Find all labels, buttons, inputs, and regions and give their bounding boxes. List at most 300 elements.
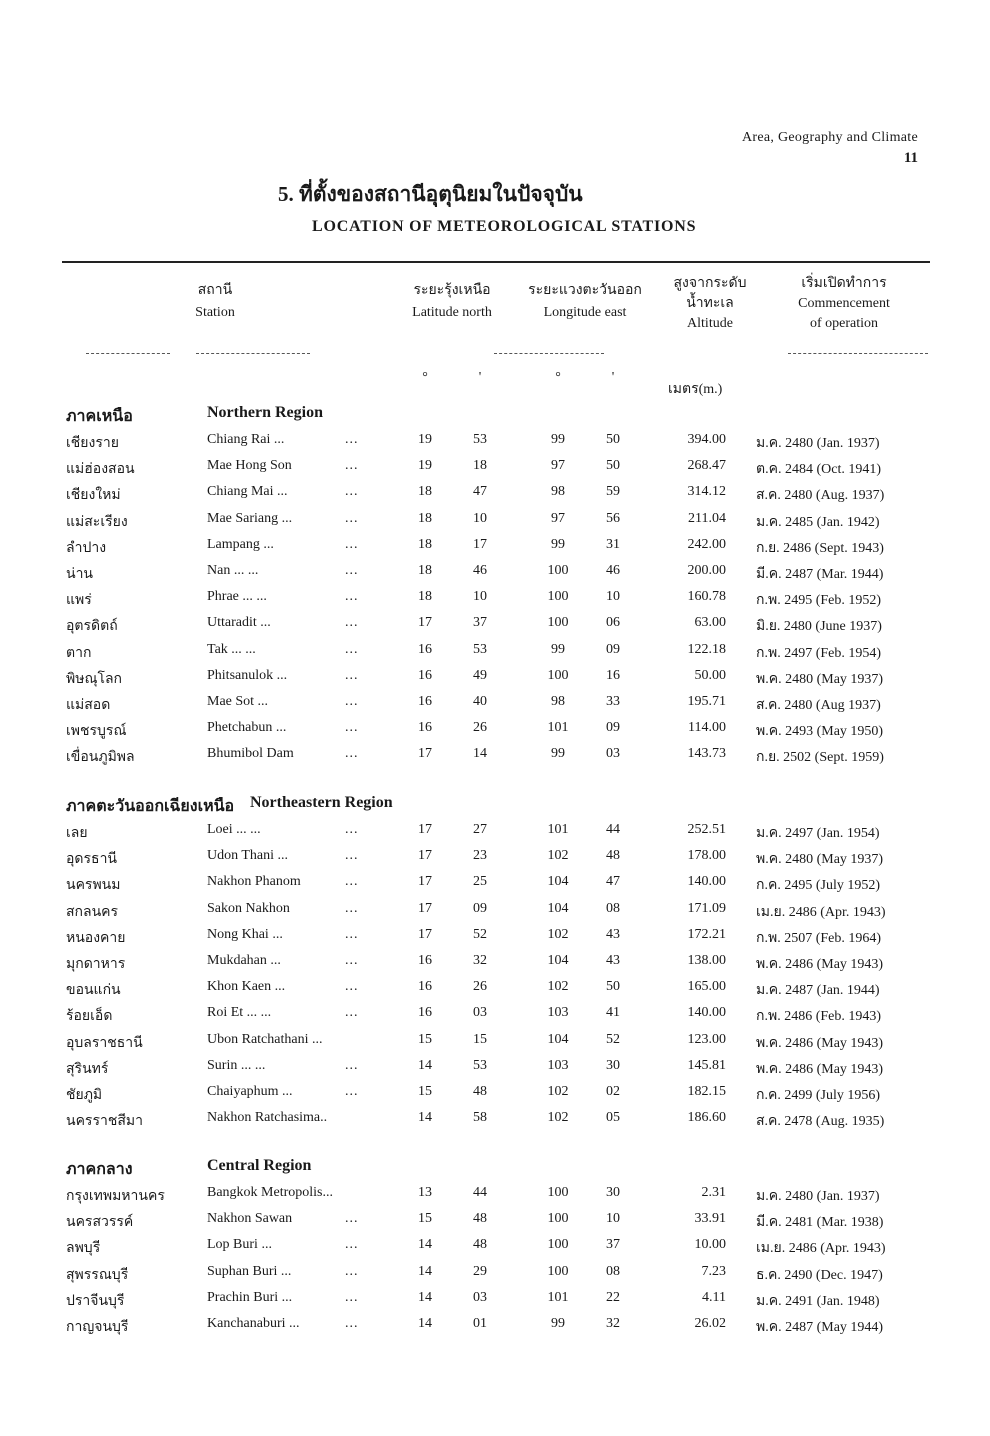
latitude-degrees: 14 bbox=[418, 1057, 432, 1073]
table-row bbox=[0, 611, 990, 637]
station-name-english: Udon Thani ... bbox=[207, 848, 289, 864]
longitude-degrees: 104 bbox=[547, 1031, 569, 1047]
leader-dots: ... bbox=[345, 720, 359, 736]
table-row bbox=[0, 585, 990, 611]
longitude-minutes: 44 bbox=[606, 822, 620, 837]
commencement-date: ม.ค. 2497 (Jan. 1954) bbox=[756, 826, 880, 841]
latitude-minutes: 10 bbox=[473, 589, 487, 605]
latitude-degrees: 16 bbox=[418, 641, 432, 657]
latitude-degrees: 14 bbox=[418, 1110, 432, 1126]
header-commencement-thai: เริ่มเปิดทำการ bbox=[801, 276, 887, 291]
region-name-thai: ภาคกลาง bbox=[66, 1161, 133, 1178]
header-dash-rule bbox=[788, 353, 928, 354]
commencement-date: พ.ค. 2480 (May 1937) bbox=[756, 671, 884, 687]
running-head: Area, Geography and Climate bbox=[741, 130, 918, 145]
longitude-minutes: 06 bbox=[606, 615, 620, 631]
longitude-minutes: 30 bbox=[606, 1057, 620, 1073]
commencement-date: ต.ค. 2484 (Oct. 1941) bbox=[756, 462, 881, 478]
leader-dots: ... bbox=[345, 848, 359, 864]
leader-dots: ... bbox=[345, 667, 359, 683]
leader-dots: ... bbox=[345, 641, 359, 657]
latitude-minutes: 15 bbox=[473, 1031, 487, 1047]
longitude-minutes: 10 bbox=[606, 589, 620, 605]
leader-dots: ... bbox=[345, 589, 359, 605]
table-row bbox=[0, 742, 990, 768]
station-name-english: Mae Sot ... bbox=[207, 694, 269, 709]
station-name-english: Chaiyaphum ... bbox=[207, 1084, 293, 1099]
leader-dots: ... bbox=[345, 1289, 359, 1305]
station-name-thai: สุรินทร์ bbox=[66, 1061, 109, 1077]
commencement-date: ม.ค. 2485 (Jan. 1942) bbox=[756, 514, 880, 530]
station-name-english: Uttaradit ... bbox=[207, 615, 271, 631]
station-name-english: Nong Khai ... bbox=[207, 926, 283, 942]
longitude-degrees: 101 bbox=[547, 1289, 569, 1305]
table-title-thai-text: ที่ตั้งของสถานีอุตุนิยมในปัจจุบัน bbox=[299, 182, 583, 206]
altitude-value: 143.73 bbox=[687, 746, 726, 762]
altitude-value: 33.91 bbox=[694, 1211, 726, 1227]
latitude-degrees: 17 bbox=[418, 900, 432, 916]
latitude-degrees: 16 bbox=[418, 953, 432, 968]
longitude-degrees: 102 bbox=[547, 848, 569, 864]
longitude-degrees: 100 bbox=[547, 563, 569, 578]
commencement-date: พ.ค. 2480 (May 1937) bbox=[756, 852, 884, 868]
header-dash-rule bbox=[196, 353, 310, 354]
latitude-minutes: 48 bbox=[473, 1211, 487, 1227]
station-name-english: Khon Kaen ... bbox=[207, 979, 286, 995]
station-name-english: Phetchabun ... bbox=[207, 720, 287, 736]
station-name-thai: สกลนคร bbox=[66, 904, 119, 920]
longitude-minutes: 32 bbox=[606, 1316, 620, 1331]
commencement-date: ธ.ค. 2490 (Dec. 1947) bbox=[756, 1267, 883, 1283]
longitude-minutes: 22 bbox=[606, 1289, 620, 1305]
station-name-thai: นครพนม bbox=[66, 878, 121, 894]
latitude-minutes: 53 bbox=[473, 432, 487, 447]
longitude-minutes: 16 bbox=[606, 667, 620, 683]
station-name-english: Lop Buri ... bbox=[207, 1237, 272, 1253]
table-title-thai bbox=[278, 178, 583, 211]
latitude-degrees: 18 bbox=[418, 589, 432, 605]
longitude-minutes: 03 bbox=[606, 746, 620, 762]
latitude-minutes: 47 bbox=[473, 484, 487, 500]
altitude-value: 63.00 bbox=[694, 615, 726, 631]
longitude-minutes: 41 bbox=[606, 1005, 620, 1021]
station-name-thai: ลพบุรี bbox=[66, 1241, 101, 1257]
commencement-date: ส.ค. 2478 (Aug. 1935) bbox=[756, 1114, 885, 1130]
header-latitude bbox=[390, 280, 514, 324]
latitude-degrees: 14 bbox=[418, 1263, 432, 1279]
table-row bbox=[0, 949, 990, 975]
station-name-english: Bangkok Metropolis... bbox=[207, 1185, 333, 1200]
altitude-value: 394.00 bbox=[687, 432, 726, 447]
latitude-degrees: 17 bbox=[418, 926, 432, 942]
table-row bbox=[0, 559, 990, 585]
table-title-english: LOCATION OF METEOROLOGICAL STATIONS bbox=[312, 218, 697, 235]
table-row bbox=[0, 1181, 990, 1207]
latitude-minutes: 52 bbox=[473, 926, 487, 942]
longitude-degrees: 99 bbox=[551, 432, 565, 447]
latitude-minutes: 29 bbox=[473, 1263, 487, 1279]
altitude-value: 182.15 bbox=[687, 1084, 726, 1099]
longitude-degrees: 101 bbox=[547, 822, 569, 837]
commencement-date: ก.พ. 2486 (Feb. 1943) bbox=[756, 1009, 882, 1025]
latitude-minutes: 46 bbox=[473, 563, 487, 578]
leader-dots: ... bbox=[345, 563, 359, 578]
leader-dots: ... bbox=[345, 510, 359, 526]
unit-longitude-minute: ' bbox=[611, 370, 615, 385]
leader-dots: ... bbox=[345, 900, 359, 916]
table-row bbox=[0, 690, 990, 716]
latitude-degrees: 16 bbox=[418, 979, 432, 995]
table-row bbox=[0, 1207, 990, 1233]
station-name-english: Bhumibol Dam bbox=[207, 746, 294, 762]
station-name-english: Surin ... ... bbox=[207, 1057, 266, 1073]
latitude-minutes: 44 bbox=[473, 1185, 487, 1200]
longitude-minutes: 43 bbox=[606, 926, 620, 942]
header-longitude bbox=[512, 280, 658, 324]
altitude-value: 140.00 bbox=[687, 874, 726, 890]
table-row bbox=[0, 1106, 990, 1132]
altitude-value: 252.51 bbox=[687, 822, 726, 837]
header-latitude-thai: ระยะรุ้งเหนือ bbox=[413, 283, 491, 298]
longitude-degrees: 98 bbox=[551, 484, 565, 500]
longitude-minutes: 52 bbox=[606, 1031, 620, 1047]
longitude-degrees: 103 bbox=[547, 1005, 569, 1021]
longitude-minutes: 08 bbox=[606, 1263, 620, 1279]
station-name-thai: เชียงใหม่ bbox=[66, 488, 121, 504]
table-row bbox=[0, 1312, 990, 1338]
station-name-thai: เลย bbox=[66, 826, 88, 841]
longitude-minutes: 50 bbox=[606, 458, 620, 474]
header-dash-rule bbox=[86, 353, 170, 354]
latitude-degrees: 18 bbox=[418, 510, 432, 526]
table-row bbox=[0, 1286, 990, 1312]
commencement-date: พ.ค. 2486 (May 1943) bbox=[756, 1035, 884, 1051]
commencement-date: ม.ค. 2491 (Jan. 1948) bbox=[756, 1293, 880, 1309]
station-name-thai: ขอนแก่น bbox=[66, 983, 121, 999]
leader-dots: ... bbox=[345, 694, 359, 709]
longitude-minutes: 50 bbox=[606, 979, 620, 995]
latitude-minutes: 23 bbox=[473, 848, 487, 864]
altitude-value: 10.00 bbox=[694, 1237, 726, 1253]
altitude-value: 140.00 bbox=[687, 1005, 726, 1021]
table-row bbox=[0, 507, 990, 533]
station-name-thai: หนองคาย bbox=[66, 930, 126, 946]
table-row bbox=[0, 533, 990, 559]
station-name-english: Phitsanulok ... bbox=[207, 667, 288, 683]
table-row bbox=[0, 923, 990, 949]
table-number: 5. bbox=[278, 182, 294, 206]
station-name-thai: แม่สอด bbox=[66, 698, 111, 713]
altitude-value: 7.23 bbox=[701, 1263, 726, 1279]
longitude-degrees: 103 bbox=[547, 1057, 569, 1073]
table-row bbox=[0, 428, 990, 454]
latitude-degrees: 15 bbox=[418, 1031, 432, 1047]
longitude-degrees: 98 bbox=[551, 694, 565, 709]
header-commencement bbox=[782, 274, 906, 334]
leader-dots: ... bbox=[345, 1005, 359, 1021]
commencement-date: ม.ค. 2480 (Jan. 1937) bbox=[756, 436, 880, 451]
leader-dots: ... bbox=[345, 1057, 359, 1073]
commencement-date: ม.ค. 2480 (Jan. 1937) bbox=[756, 1189, 880, 1204]
longitude-minutes: 46 bbox=[606, 563, 620, 578]
header-longitude-english: Longitude east bbox=[543, 305, 627, 320]
commencement-date: ก.พ. 2507 (Feb. 1964) bbox=[756, 930, 882, 946]
table-row bbox=[0, 844, 990, 870]
header-commencement-english-1: Commencement bbox=[798, 296, 890, 311]
longitude-degrees: 104 bbox=[547, 874, 569, 890]
latitude-degrees: 16 bbox=[418, 1005, 432, 1021]
table-row bbox=[0, 1001, 990, 1027]
commencement-date: มิ.ย. 2480 (June 1937) bbox=[756, 619, 882, 635]
latitude-degrees: 15 bbox=[418, 1211, 432, 1227]
commencement-date: ก.พ. 2495 (Feb. 1952) bbox=[756, 593, 882, 609]
longitude-degrees: 102 bbox=[547, 926, 569, 942]
station-name-english: Phrae ... ... bbox=[207, 589, 267, 605]
altitude-value: 314.12 bbox=[687, 484, 726, 500]
latitude-minutes: 26 bbox=[473, 720, 487, 736]
table-row bbox=[0, 818, 990, 844]
station-name-english: Nakhon Sawan bbox=[207, 1211, 293, 1227]
altitude-value: 186.60 bbox=[687, 1110, 726, 1126]
longitude-degrees: 97 bbox=[551, 510, 565, 526]
page-number: 11 bbox=[903, 150, 918, 166]
region-name-thai: ภาคตะวันออกเฉียงเหนือ bbox=[66, 798, 235, 815]
longitude-degrees: 100 bbox=[547, 589, 569, 605]
longitude-minutes: 09 bbox=[606, 720, 620, 736]
region-name-english: Northeastern Region bbox=[250, 794, 393, 811]
altitude-value: 2.31 bbox=[701, 1185, 726, 1200]
longitude-minutes: 59 bbox=[606, 484, 620, 500]
altitude-value: 172.21 bbox=[687, 926, 726, 942]
longitude-minutes: 50 bbox=[606, 432, 620, 447]
leader-dots: ... bbox=[345, 1084, 359, 1099]
longitude-minutes: 33 bbox=[606, 694, 620, 709]
station-name-english: Sakon Nakhon bbox=[207, 900, 290, 916]
region-name-english: Northern Region bbox=[207, 404, 323, 421]
station-name-thai: พิษณุโลก bbox=[66, 671, 123, 687]
station-name-thai: ตาก bbox=[66, 645, 92, 661]
commencement-date: เม.ย. 2486 (Apr. 1943) bbox=[756, 904, 886, 920]
latitude-degrees: 18 bbox=[418, 563, 432, 578]
table-row bbox=[0, 716, 990, 742]
altitude-value: 242.00 bbox=[687, 536, 726, 552]
region-name-thai: ภาคเหนือ bbox=[66, 408, 133, 425]
table-row bbox=[0, 1054, 990, 1080]
longitude-minutes: 02 bbox=[606, 1084, 620, 1099]
leader-dots: ... bbox=[345, 979, 359, 995]
longitude-minutes: 09 bbox=[606, 641, 620, 657]
unit-latitude-minute: ' bbox=[478, 370, 482, 385]
latitude-minutes: 25 bbox=[473, 874, 487, 890]
station-name-english: Nan ... ... bbox=[207, 563, 259, 578]
region-heading bbox=[66, 404, 323, 429]
longitude-degrees: 102 bbox=[547, 1084, 569, 1099]
station-name-thai: แพร่ bbox=[66, 593, 92, 609]
station-name-english: Prachin Buri ... bbox=[207, 1289, 293, 1305]
altitude-value: 50.00 bbox=[694, 667, 726, 683]
latitude-degrees: 16 bbox=[418, 720, 432, 736]
table-row bbox=[0, 638, 990, 664]
longitude-degrees: 100 bbox=[547, 1237, 569, 1253]
latitude-degrees: 17 bbox=[418, 874, 432, 890]
latitude-degrees: 19 bbox=[418, 458, 432, 474]
longitude-degrees: 100 bbox=[547, 1263, 569, 1279]
table-top-rule bbox=[62, 261, 930, 263]
region-heading bbox=[66, 1157, 312, 1182]
leader-dots: ... bbox=[345, 953, 359, 968]
commencement-date: ก.ย. 2486 (Sept. 1943) bbox=[756, 540, 884, 556]
latitude-minutes: 53 bbox=[473, 1057, 487, 1073]
longitude-degrees: 100 bbox=[547, 1211, 569, 1227]
altitude-value: 145.81 bbox=[687, 1057, 726, 1073]
station-name-thai: เชียงราย bbox=[66, 436, 119, 451]
longitude-minutes: 56 bbox=[606, 510, 620, 526]
header-station bbox=[170, 280, 260, 324]
station-name-thai: เพชรบูรณ์ bbox=[66, 724, 127, 740]
longitude-degrees: 99 bbox=[551, 536, 565, 552]
latitude-degrees: 17 bbox=[418, 822, 432, 837]
unit-latitude-degree: ° bbox=[422, 370, 428, 385]
longitude-minutes: 30 bbox=[606, 1185, 620, 1200]
region-heading bbox=[66, 794, 393, 819]
station-name-english: Nakhon Phanom bbox=[207, 874, 301, 890]
leader-dots: ... bbox=[345, 536, 359, 552]
latitude-minutes: 48 bbox=[473, 1084, 487, 1099]
latitude-degrees: 17 bbox=[418, 615, 432, 631]
commencement-date: ก.ย. 2502 (Sept. 1959) bbox=[756, 750, 884, 766]
header-station-english: Station bbox=[195, 305, 235, 320]
longitude-degrees: 104 bbox=[547, 953, 569, 968]
unit-longitude-degree: ° bbox=[555, 370, 561, 385]
header-altitude bbox=[660, 274, 760, 334]
latitude-degrees: 19 bbox=[418, 432, 432, 447]
latitude-degrees: 15 bbox=[418, 1084, 432, 1099]
latitude-minutes: 01 bbox=[473, 1316, 487, 1331]
altitude-value: 165.00 bbox=[687, 979, 726, 995]
table-row bbox=[0, 1028, 990, 1054]
latitude-degrees: 14 bbox=[418, 1237, 432, 1253]
altitude-value: 200.00 bbox=[687, 563, 726, 578]
leader-dots: ... bbox=[345, 822, 359, 837]
leader-dots: ... bbox=[345, 484, 359, 500]
station-name-thai: ปราจีนบุรี bbox=[66, 1293, 125, 1309]
commencement-date: ส.ค. 2480 (Aug. 1937) bbox=[756, 488, 885, 504]
commencement-date: พ.ค. 2486 (May 1943) bbox=[756, 957, 884, 972]
longitude-degrees: 102 bbox=[547, 979, 569, 995]
latitude-minutes: 14 bbox=[473, 746, 487, 762]
station-name-english: Tak ... ... bbox=[207, 641, 256, 657]
station-name-english: Nakhon Ratchasima.. bbox=[207, 1110, 328, 1126]
region-name-english: Central Region bbox=[207, 1157, 312, 1174]
header-altitude-thai-2: น้ำทะเล bbox=[686, 296, 734, 311]
leader-dots: ... bbox=[345, 1263, 359, 1279]
altitude-value: 122.18 bbox=[687, 641, 726, 657]
altitude-value: 138.00 bbox=[687, 953, 726, 968]
station-name-thai: นครสวรรค์ bbox=[66, 1215, 134, 1231]
commencement-date: พ.ค. 2486 (May 1943) bbox=[756, 1061, 884, 1077]
altitude-value: 160.78 bbox=[687, 589, 726, 605]
latitude-degrees: 18 bbox=[418, 536, 432, 552]
altitude-value: 178.00 bbox=[687, 848, 726, 864]
latitude-degrees: 13 bbox=[418, 1185, 432, 1200]
commencement-date: ก.พ. 2497 (Feb. 1954) bbox=[756, 645, 882, 661]
altitude-value: 114.00 bbox=[688, 720, 726, 736]
longitude-minutes: 47 bbox=[606, 874, 620, 890]
station-name-english: Mae Hong Son bbox=[207, 458, 292, 474]
station-name-thai: ลำปาง bbox=[66, 540, 107, 556]
latitude-minutes: 37 bbox=[473, 615, 487, 631]
station-name-english: Lampang ... bbox=[207, 536, 274, 552]
latitude-degrees: 17 bbox=[418, 746, 432, 762]
station-name-thai: ชัยภูมิ bbox=[66, 1088, 103, 1103]
latitude-minutes: 03 bbox=[473, 1005, 487, 1021]
station-name-english: Mukdahan ... bbox=[207, 953, 281, 968]
station-name-english: Roi Et ... ... bbox=[207, 1005, 272, 1021]
commencement-date: ก.ค. 2499 (July 1956) bbox=[756, 1088, 881, 1103]
latitude-degrees: 17 bbox=[418, 848, 432, 864]
longitude-degrees: 104 bbox=[547, 900, 569, 916]
leader-dots: ... bbox=[345, 432, 359, 447]
longitude-minutes: 08 bbox=[606, 900, 620, 916]
latitude-degrees: 14 bbox=[418, 1289, 432, 1305]
longitude-degrees: 101 bbox=[547, 720, 569, 736]
header-commencement-english-2: of operation bbox=[809, 316, 879, 331]
altitude-value: 26.02 bbox=[694, 1316, 726, 1331]
longitude-degrees: 100 bbox=[547, 615, 569, 631]
table-row bbox=[0, 454, 990, 480]
longitude-degrees: 100 bbox=[547, 1185, 569, 1200]
longitude-degrees: 99 bbox=[551, 641, 565, 657]
commencement-date: ส.ค. 2480 (Aug 1937) bbox=[756, 698, 881, 713]
altitude-value: 123.00 bbox=[687, 1031, 726, 1047]
longitude-minutes: 05 bbox=[606, 1110, 620, 1126]
leader-dots: ... bbox=[345, 615, 359, 631]
station-name-thai: น่าน bbox=[66, 567, 94, 582]
latitude-minutes: 48 bbox=[473, 1237, 487, 1253]
station-name-thai: อุตรดิตถ์ bbox=[66, 619, 118, 635]
commencement-date: พ.ค. 2487 (May 1944) bbox=[756, 1320, 884, 1335]
station-name-english: Chiang Mai ... bbox=[207, 484, 288, 500]
station-name-thai: อุบลราชธานี bbox=[66, 1035, 143, 1051]
station-name-english: Loei ... ... bbox=[207, 822, 261, 837]
altitude-value: 211.04 bbox=[688, 510, 726, 526]
longitude-degrees: 97 bbox=[551, 458, 565, 474]
station-name-english: Chiang Rai ... bbox=[207, 432, 285, 447]
latitude-minutes: 32 bbox=[473, 953, 487, 968]
station-name-thai: สุพรรณบุรี bbox=[66, 1267, 129, 1283]
latitude-minutes: 49 bbox=[473, 667, 487, 683]
longitude-minutes: 31 bbox=[606, 536, 620, 552]
leader-dots: ... bbox=[345, 1211, 359, 1227]
table-row bbox=[0, 897, 990, 923]
latitude-minutes: 17 bbox=[473, 536, 487, 552]
table-row bbox=[0, 1260, 990, 1286]
latitude-degrees: 18 bbox=[418, 484, 432, 500]
leader-dots: ... bbox=[345, 1237, 359, 1253]
latitude-minutes: 40 bbox=[473, 694, 487, 709]
header-altitude-thai-1: สูงจากระดับ bbox=[673, 276, 747, 291]
table-row bbox=[0, 975, 990, 1001]
station-name-thai: นครราชสีมา bbox=[66, 1114, 143, 1130]
header-dash-rule bbox=[494, 353, 604, 354]
altitude-value: 195.71 bbox=[687, 694, 726, 709]
latitude-minutes: 26 bbox=[473, 979, 487, 995]
latitude-degrees: 14 bbox=[418, 1316, 432, 1331]
table-row bbox=[0, 1080, 990, 1106]
longitude-degrees: 99 bbox=[551, 746, 565, 762]
header-station-thai: สถานี bbox=[197, 283, 233, 298]
station-name-thai: อุดรธานี bbox=[66, 852, 117, 868]
